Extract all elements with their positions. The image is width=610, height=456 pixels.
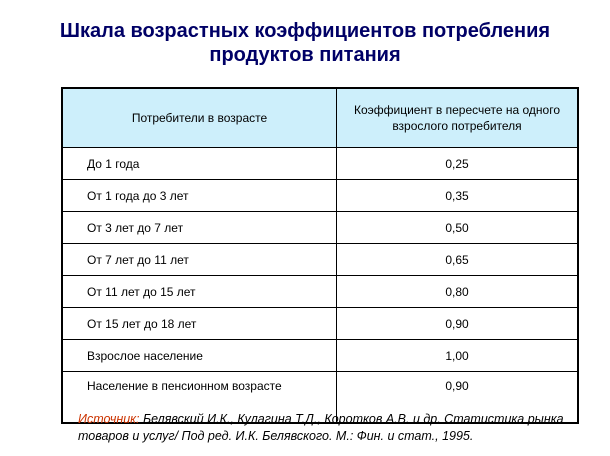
coefficient-table [61, 87, 579, 424]
coefficient-cell: 0,90 [337, 308, 579, 340]
slide-title: Шкала возрастных коэффициентов потребления продуктов питания [59, 20, 551, 66]
table-header-row [62, 88, 578, 148]
table-row [62, 212, 578, 244]
coefficient-cell: 0,80 [337, 276, 579, 308]
coefficient-cell: 0,50 [337, 212, 579, 244]
age-cell: От 3 лет до 7 лет [62, 212, 337, 244]
table-row [62, 276, 578, 308]
age-cell: От 11 лет до 15 лет [62, 276, 337, 308]
coefficient-cell: 0,25 [337, 148, 579, 180]
coefficient-cell: 1,00 [337, 340, 579, 372]
table-row [62, 340, 578, 372]
source-citation [78, 411, 578, 445]
age-cell: До 1 года [62, 148, 337, 180]
header-coefficient: Коэффициент в пересчете на одного взрослого потребителя [337, 88, 579, 148]
age-cell: От 1 года до 3 лет [62, 180, 337, 212]
header-consumers: Потребители в возрасте [62, 88, 337, 148]
table-row [62, 148, 578, 180]
table-row [62, 308, 578, 340]
source-label: Источник: [78, 412, 140, 426]
source-text: Белявский И.К., Кулагина Т.Д., Коротков А.В. и др. Статистика рынка товаров и услуг/ Под ред. И.К. Белявского. М.: Фин. и стат., 1995. [78, 412, 564, 443]
age-cell: Взрослое население [62, 340, 337, 372]
coefficient-cell: 0,35 [337, 180, 579, 212]
age-cell: От 15 лет до 18 лет [62, 308, 337, 340]
coefficient-cell: 0,65 [337, 244, 579, 276]
table-row [62, 244, 578, 276]
age-cell: От 7 лет до 11 лет [62, 244, 337, 276]
coefficient-cell: 0,90 [337, 372, 579, 424]
age-cell: Население в пенсионном возрасте [62, 372, 337, 424]
table-row [62, 180, 578, 212]
